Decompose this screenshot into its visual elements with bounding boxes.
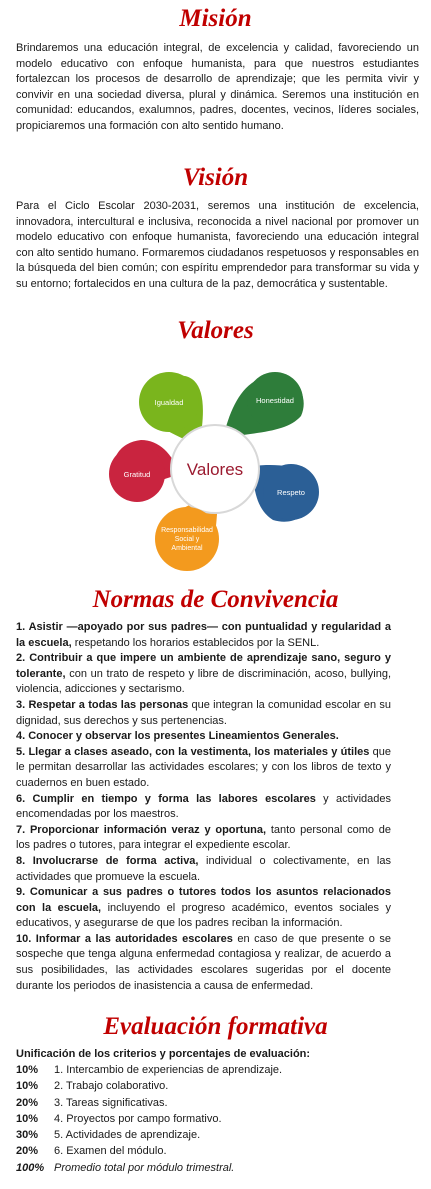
mision-title: Misión (179, 5, 252, 32)
evaluacion-row: 10% 2. Trabajo colaborativo. (16, 1080, 169, 1093)
evaluacion-row: 10% 1. Intercambio de experiencias de aprendizaje. (16, 1064, 283, 1076)
evaluacion-intro: Unificación de los criterios y porcentajes de evaluación: (16, 1048, 311, 1060)
evaluacion-row: 30% 5. Actividades de aprendizaje. (16, 1129, 201, 1142)
norma-item-5: 5. Llegar a clases aseado, con la vestimenta, los materiales y útiles que le permitan desarrollar las actividades escolares; y con los libros de texto y cuadernos en buen estado. (16, 745, 391, 789)
norma-item-1: 1. Asistir —apoyado por sus padres— con puntualidad y regularidad a la escuela, respetando los horarios establecidos por la SENL. (16, 621, 391, 649)
label-honestidad: Honestidad (256, 396, 294, 405)
valores-center-label: Valores (186, 460, 244, 479)
evaluacion-row: 20% 6. Examen del módulo. (16, 1145, 167, 1158)
norma-item-2: 2. Contribuir a que impere un ambiente de aprendizaje sano, seguro y tolerante, con un trato de respeto y libre de discriminación, acoso, bullying, violencia, adicciones y sectarismo. (16, 652, 391, 696)
norma-item-8: 8. Involucrarse de forma activa, individual o colectivamente, en las actividades que promueve la escuela. (16, 854, 391, 883)
label-igualdad: Igualdad (154, 398, 184, 407)
norma-item-3: 3. Respetar a todas las personas que integran la comunidad escolar en su dignidad, sus derechos y sus pertenencias. (16, 698, 391, 727)
norma-item-10: 10. Informar a las autoridades escolares en caso de que presente o se sospeche que tenga alguna enfermedad contagiosa y realizar, de acuerdo a sus posibilidades, las actividades escolares sugeridas por el docente durante los periodos de inasistencia a causa de enfermedad. (16, 932, 391, 992)
svg-text:Ambiental: Ambiental (171, 545, 203, 552)
evaluacion-title: Evaluación formativa (103, 1013, 328, 1040)
svg-text:Social y: Social y (174, 536, 200, 543)
evaluacion-total: 100% Promedio total por módulo trimestral. (16, 1161, 235, 1174)
valores-title: Valores (177, 317, 254, 344)
label-gratitud: Gratitud (123, 470, 151, 479)
valores-svg (103, 354, 328, 574)
mision-text: Brindaremos una educación integral, de excelencia y calidad, favoreciendo un modelo educativo con enfoque humanista, para que nuestros estudiantes fortalezcan los procesos de desarrollo de aprendizaje; que les permita vivir y convivir en una sociedad diversa, plural y dinámica. Seremos una institución en comunidad: educandos, exalumnos, padres, docentes, vecinos, líderes sociales, propiciaremos una formación con alto sentido humano. (16, 42, 419, 132)
norma-item-9: 9. Comunicar a sus padres o tutores todos los asuntos relacionados con la escuela, incluyendo el progreso académico, eventos sociales y educativos, y asegurarse de que los padres reciban la información. (16, 886, 392, 930)
label-respeto: Respeto (277, 488, 305, 497)
norma-item-4: 4. Conocer y observar los presentes Lineamientos Generales. (16, 730, 339, 743)
vision-text: Para el Ciclo Escolar 2030-2031, seremos una institución de excelencia, innovadora, intercultural e inclusiva, reconocida a nivel nacional por promover un modelo educativo con enfoque humanista, favoreciendo una educación integral con alto sentido humano. Formaremos ciudadanos respetuosos y responsables en la búsqueda del bien común; con espíritu emprendedor para transformar su vida y su entorno; fortalecidos en una cultura de la paz, democrática y sustentable. (16, 200, 419, 290)
svg-text:Responsabilidad: Responsabilidad (161, 527, 213, 534)
normas-list (2, 620, 405, 994)
evaluacion-row: 10% 4. Proyectos por campo formativo. (16, 1112, 222, 1125)
normas-title: Normas de Convivencia (92, 586, 339, 613)
evaluacion-block (16, 1046, 416, 1176)
vision-title: Visión (182, 164, 249, 191)
norma-item-6: 6. Cumplir en tiempo y forma las labores escolares y actividades encomendadas por los maestros. (16, 792, 391, 821)
evaluacion-row: 20% 3. Tareas significativas. (16, 1096, 168, 1109)
norma-item-7: 7. Proporcionar información veraz y oportuna, tanto personal como de los padres o tutores, para integrar el expediente escolar. (16, 823, 391, 852)
valores-diagram (103, 354, 328, 574)
